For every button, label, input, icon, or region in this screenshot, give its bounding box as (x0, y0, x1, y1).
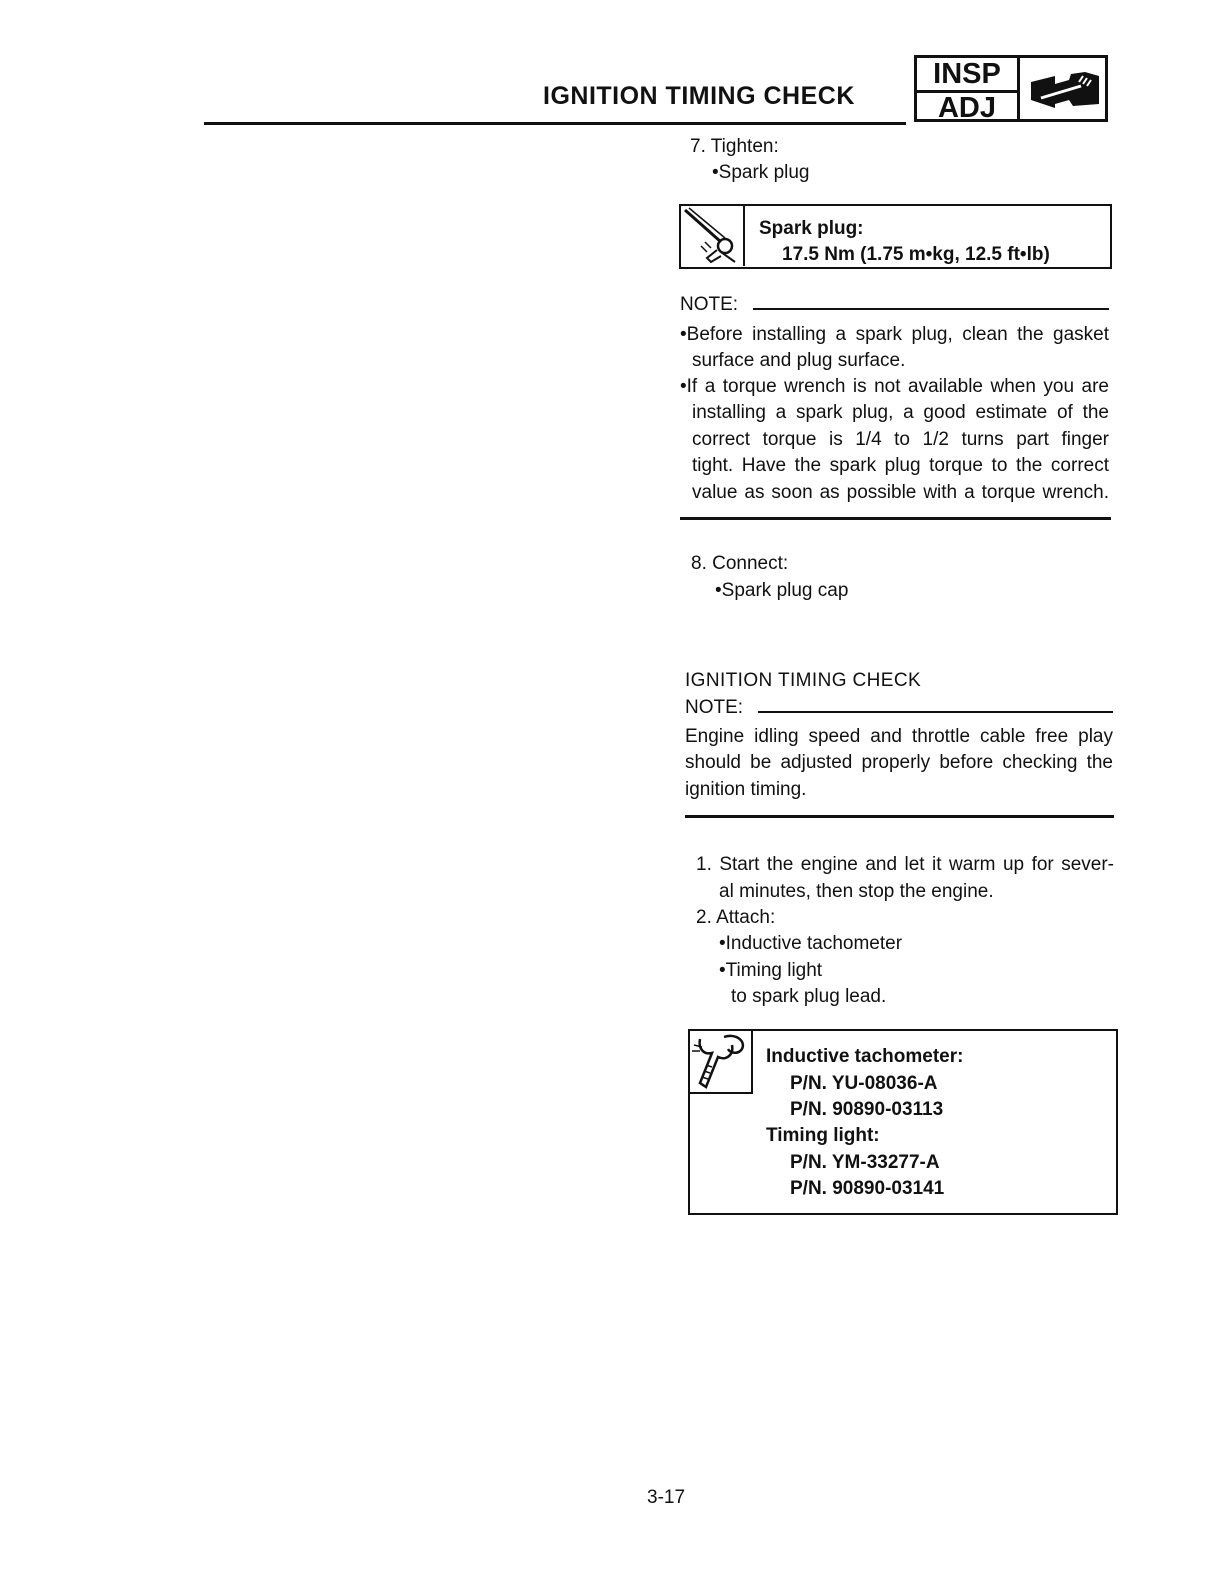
page-number: 3-17 (647, 1487, 686, 1508)
badge-insp: INSP (933, 58, 1001, 90)
timing-light-pn-1: P/N. YM-33277-A (790, 1152, 940, 1173)
timing-light-pn-2: P/N. 90890-03141 (790, 1178, 945, 1199)
step-2-item-1: •Inductive tachometer (719, 933, 903, 954)
note-1-line-2: surface and plug surface. (692, 350, 906, 371)
step-2-item-2: •Timing light (719, 960, 823, 981)
note-1-line-4: installing a spark plug, a good estimate of the (692, 402, 1109, 423)
note-1-line-5: correct torque is 1/4 to 1/2 turns part finger (692, 429, 1109, 450)
note-2-top-rule (758, 711, 1113, 713)
note-2-line-2: should be adjusted properly before checking the (685, 752, 1113, 773)
step-1-line-2: al minutes, then stop the engine. (719, 881, 994, 902)
step-8-item: •Spark plug cap (715, 580, 849, 601)
section-badge (914, 55, 1108, 122)
step-1-line-1: 1. Start the engine and let it warm up for sever- (696, 854, 1114, 875)
note-1-bottom-rule (680, 517, 1111, 520)
note-1-line-7: value as soon as possible with a torque wrench. (692, 482, 1109, 503)
note-2-label: NOTE: (685, 697, 744, 718)
page-title: IGNITION TIMING CHECK (543, 82, 855, 110)
torque-icon-cell (681, 206, 745, 266)
torque-wrench-icon (681, 206, 741, 264)
section-heading: IGNITION TIMING CHECK (685, 670, 922, 691)
tachometer-pn-2: P/N. 90890-03113 (790, 1099, 944, 1120)
header-rule (204, 122, 906, 125)
tachometer-pn-1: P/N. YU-08036-A (790, 1073, 938, 1094)
note-1-top-rule (753, 308, 1109, 310)
note-2-bottom-rule (685, 815, 1114, 818)
wrench-screwdriver-icon (1025, 70, 1103, 110)
note-1-line-1: •Before installing a spark plug, clean the gasket (680, 324, 1109, 345)
step-2-item-3: to spark plug lead. (731, 986, 887, 1007)
torque-spec-title: Spark plug: (759, 218, 864, 239)
note-1-line-3: •If a torque wrench is not available when you are (680, 376, 1109, 397)
step-8-label: 8. Connect: (691, 553, 789, 574)
note-1-line-6: tight. Have the spark plug torque to the correct (692, 455, 1109, 476)
note-2-line-3: ignition timing. (685, 779, 807, 800)
step-2-label: 2. Attach: (696, 907, 776, 928)
step-7-item: •Spark plug (712, 162, 810, 183)
note-2-line-1: Engine idling speed and throttle cable free play (685, 726, 1113, 747)
step-7-label: 7. Tighten: (690, 136, 779, 157)
special-tool-icon (690, 1031, 750, 1091)
timing-light-title: Timing light: (766, 1125, 880, 1146)
note-1-label: NOTE: (680, 294, 739, 315)
badge-adj: ADJ (937, 92, 996, 124)
badge-divider-vertical (1017, 58, 1020, 119)
special-tool-box (688, 1029, 1118, 1215)
special-tool-icon-cell (690, 1031, 753, 1094)
torque-spec-value: 17.5 Nm (1.75 m•kg, 12.5 ft•lb) (782, 244, 1050, 265)
tachometer-title: Inductive tachometer: (766, 1046, 964, 1067)
torque-spec-box (679, 204, 1112, 269)
